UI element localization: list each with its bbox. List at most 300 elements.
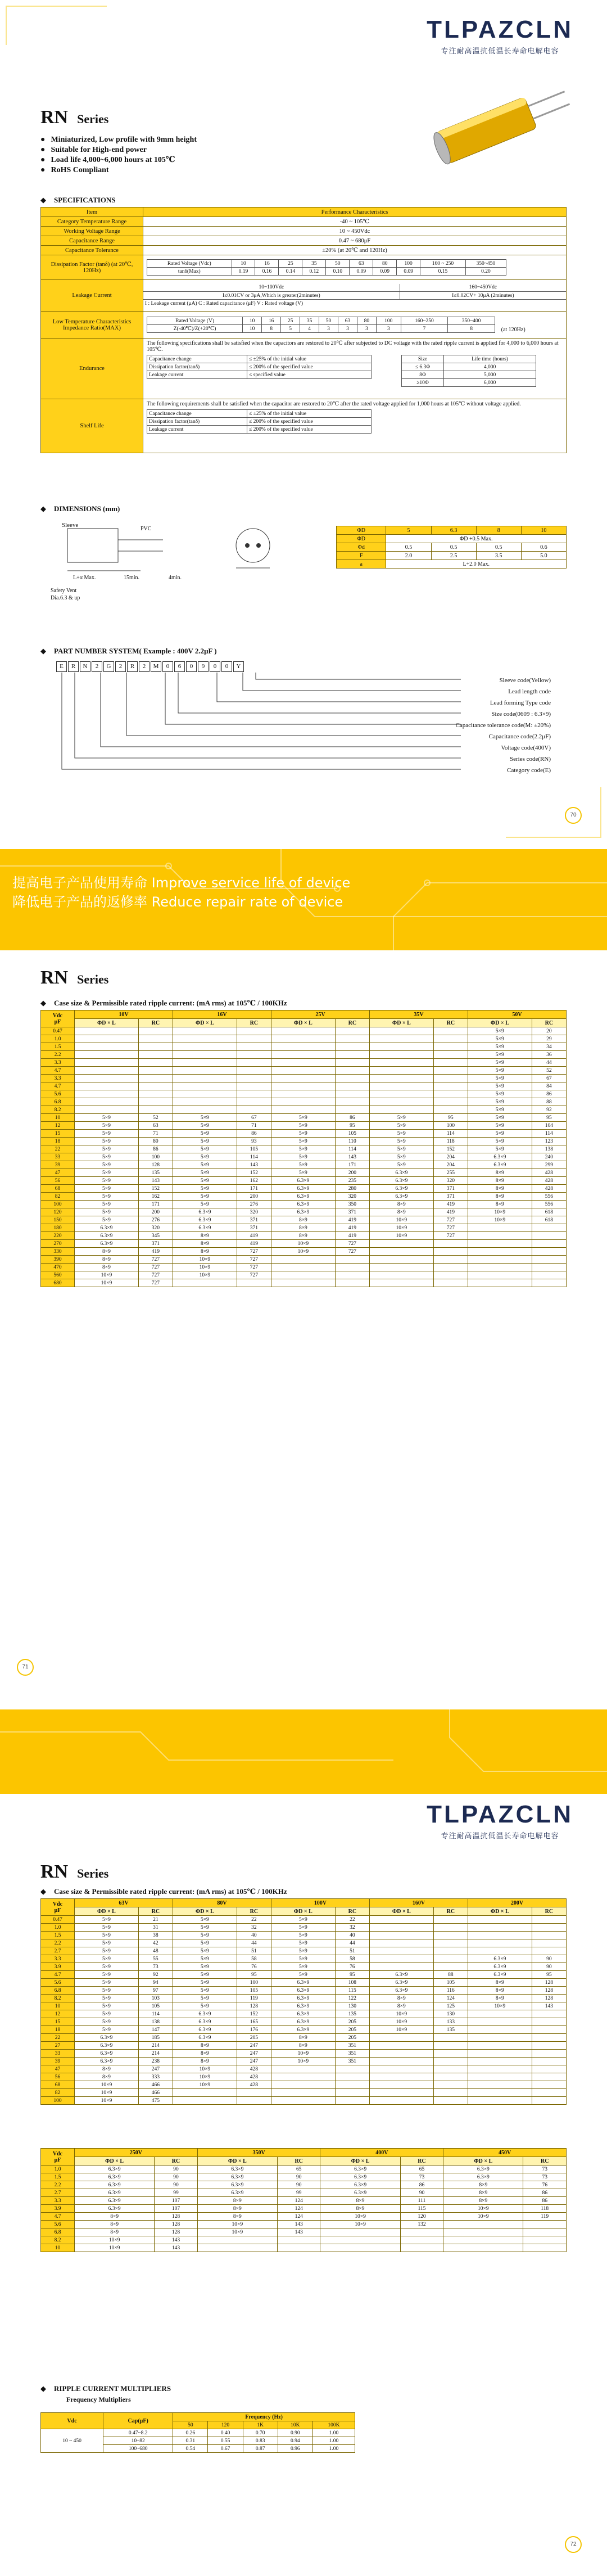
ripple-cell: 6.3×9 [75,1224,139,1232]
ripple-cell [433,1963,468,1971]
ripple-cell: 419 [237,1240,271,1248]
ripple-cell: 8×9 [271,1232,335,1240]
lt-cell: 3 [376,325,401,333]
ripple-cell [532,2058,566,2065]
banner-circuit-pattern [0,1709,607,1794]
cap-value: 220 [41,1232,75,1240]
ripple-cell: 238 [138,2058,173,2065]
ripple-cell: 235 [335,1177,369,1185]
cap-value: 18 [41,1138,75,1145]
ripple-cell: 8×9 [271,1224,335,1232]
mult-cell: 0.55 [208,2437,243,2445]
table-row [41,1232,567,1240]
ripple-cell: 5×9 [468,1075,532,1082]
ripple-cell: 114 [433,1130,468,1138]
series-title: RN Series [40,107,109,128]
ripple-cell: 22 [335,1916,369,1924]
cap-value: 10 [41,1114,75,1122]
mult-cell: 0.70 [243,2429,278,2437]
ripple-cell: 94 [138,1979,173,1987]
lt-cell: 50 [319,317,338,325]
ripple-cell: 5×9 [369,1130,433,1138]
ripple-cell [468,1240,532,1248]
ripple-cell [433,1098,468,1106]
ripple-cell: 6.3×9 [271,1177,335,1185]
ripple-cell [433,1279,468,1287]
ripple-cell: 5×9 [75,1971,139,1979]
ripple-cell: 428 [532,1185,566,1193]
ripple-cell [369,2073,433,2081]
ripple-cell [532,2081,566,2089]
ripple-cell: 5×9 [173,1177,237,1185]
ripple-cell [237,1279,271,1287]
ripple-cell: 10×9 [197,2228,277,2236]
ripple-cell: 204 [433,1153,468,1161]
ripple-cell: 84 [532,1082,566,1090]
endurance-text: The following specifications shall be satisfied when the capacitors are restored to 20℃ after subjected to DC voltage with the rated ripple current is applied for 4,000 to 6,000 hours at 105℃. [147,340,559,353]
ripple-cell [237,2089,271,2097]
ripple-cell: 5×9 [468,1067,532,1075]
ripple-cell [433,1256,468,1264]
cap-value: 330 [41,1248,75,1256]
ripple-cell: 10×9 [369,2010,433,2018]
ripple-cell [369,2081,433,2089]
cap-value: 4.7 [41,1082,75,1090]
vdc-label: Vdc [52,1012,63,1019]
ripple-cell: 214 [138,2042,173,2050]
cap-value: 5.6 [41,1090,75,1098]
ripple-cell: 6.3×9 [271,1208,335,1216]
ripple-cell: 6.3×9 [75,2189,155,2197]
ripple-cell: 10×9 [75,2236,155,2244]
ripple-cell: 8×9 [443,2181,523,2189]
ripple-cell: 5×9 [75,1185,139,1193]
ripple-cell: 10×9 [443,2213,523,2221]
cap-value: 3.3 [41,1955,75,1963]
ripple-cell [75,1035,139,1043]
ripple-cell: 419 [335,1216,369,1224]
ripple-cell: 10×9 [173,2081,237,2089]
pn-code-box: N [80,661,90,672]
cap-value: 33 [41,1153,75,1161]
ripple-cell: 727 [433,1224,468,1232]
ripple-cell: 143 [138,1177,173,1185]
ripple-cell: 6.3×9 [75,2042,139,2050]
ripple-cell: 5×9 [75,1932,139,1939]
ripple-cell [173,1090,237,1098]
lt-cell: 25 [281,317,300,325]
lt-note: (at 120Hz) [501,327,526,333]
ripple-cell: 5×9 [75,1955,139,1963]
life-size: ≥10Φ [401,379,444,387]
dim-label: Safety Vent [51,588,77,594]
page-number: 71 [17,1659,34,1676]
ripple-cell: 240 [532,1153,566,1161]
ripple-cell: 6.3×9 [173,2018,237,2026]
ripple-cell [369,1027,433,1035]
voltage-head: 35V [369,1010,468,1019]
mult-cell: 10~82 [103,2437,173,2445]
ripple-cell: 5×9 [468,1114,532,1122]
ripple-cell [369,1932,433,1939]
ripple-cell: 88 [433,1971,468,1979]
pn-code-box: 2 [115,661,126,672]
ripple-cell: 5×9 [75,1153,139,1161]
pn-callouts [456,675,551,776]
pn-callout: Category code(E) [507,767,551,774]
ripple-cell: 5×9 [271,1955,335,1963]
voltage-head: 350V [197,2149,320,2157]
ripple-cell: 122 [335,1995,369,2002]
shelf-item: Capacitance change [147,410,247,418]
ripple-cell [433,1027,468,1035]
ripple-cell: 5×9 [75,2026,139,2034]
ripple-cell: 65 [400,2166,443,2173]
ripple-cell [320,2244,400,2252]
ripple-cell: 466 [138,2089,173,2097]
ripple-cell [237,1106,271,1114]
df-cell: 50 [326,260,350,268]
ripple-cell [335,1043,369,1051]
ripple-cell [468,2018,532,2026]
pn-callout: Lead forming Type code [490,700,551,706]
ripple-cell [335,1271,369,1279]
cap-value: 390 [41,1256,75,1264]
ripple-cell [173,1043,237,1051]
ripple-cell: 36 [532,1051,566,1059]
dim-label: PVC [141,526,152,532]
ripple-cell [468,1916,532,1924]
cap-value: 1.0 [41,1035,75,1043]
spec-label: Shelf Life [41,399,143,453]
ripple-cell: 255 [433,1169,468,1177]
ripple-cell: 124 [277,2197,320,2205]
ripple-cell [197,2244,277,2252]
pn-code-box: 9 [198,661,209,672]
ripple-cell: 125 [433,2002,468,2010]
ripple-cell: 132 [400,2221,443,2228]
cap-value: 100 [41,1201,75,1208]
ripple-cell: 5×9 [173,1201,237,1208]
sub-head: RC [138,1019,173,1027]
ripple-cell [75,1106,139,1114]
ripple-cell: 428 [237,2073,271,2081]
ripple-cell: 8×9 [443,2197,523,2205]
table-row [41,2221,567,2228]
lt-cell: Z(-40℃)/Z(+20℃) [147,325,243,333]
ripple-cell: 6.3×9 [271,1201,335,1208]
ripple-cell: 6.3×9 [271,2026,335,2034]
ripple-cell: 52 [138,1114,173,1122]
ripple-cell: 118 [523,2205,567,2213]
ripple-cell [138,1059,173,1067]
ripple-cell: 138 [532,1145,566,1153]
ripple-cell: 124 [433,1995,468,2002]
ripple-cell: 5×9 [75,1193,139,1201]
ripple-cell: 21 [138,1916,173,1924]
ripple-cell [369,2065,433,2073]
ripple-cell: 116 [433,1987,468,1995]
ripple-cell [271,1067,335,1075]
ripple-cell [468,1248,532,1256]
ripple-cell: 76 [335,1963,369,1971]
ripple-cell: 6.3×9 [75,1232,139,1240]
life-hours: 6,000 [444,379,536,387]
cap-value: 8.2 [41,2236,75,2244]
ripple-cell: 90 [155,2181,198,2189]
feature-list [40,135,197,175]
section-dimensions: ◆ DIMENSIONS (mm) [40,504,120,513]
ripple-cell: 5×9 [75,1169,139,1177]
page-71 [0,950,607,1709]
ripple-cell [173,1075,237,1082]
ripple-cell: 5×9 [173,1939,237,1947]
ripple-cell: 10×9 [369,1232,433,1240]
ripple-cell: 5×9 [468,1106,532,1114]
mult-vdc: 10 ~ 450 [41,2429,103,2453]
ripple-cell [523,2244,567,2252]
table-row [41,2089,567,2097]
mult-cell: 0.83 [243,2437,278,2445]
sub-head: RC [433,1019,468,1027]
mult-cell: 0.54 [173,2445,208,2453]
ripple-cell [369,1264,433,1271]
cap-value: 10 [41,2002,75,2010]
ripple-cell [400,2236,443,2244]
ripple-cell: 143 [277,2221,320,2228]
page-70 [0,0,607,849]
cap-value: 33 [41,2050,75,2058]
ripple-cell: 22 [237,1916,271,1924]
ripple-cell: 42 [138,1939,173,1947]
ripple-cell: 114 [532,1130,566,1138]
ripple-cell: 5×9 [173,1987,237,1995]
ripple-cell [523,2228,567,2236]
ripple-cell: 32 [237,1924,271,1932]
ripple-cell: 299 [532,1161,566,1169]
df-cell: Rated Voltage (Vdc) [147,260,232,268]
sub-head: ΦD × L [197,2157,277,2166]
ripple-cell: 6.3×9 [271,1995,335,2002]
ripple-cell: 247 [237,2042,271,2050]
ripple-cell [532,1924,566,1932]
ripple-cell: 8×9 [173,1248,237,1256]
table-row [41,1224,567,1232]
ripple-cell [335,1035,369,1043]
brand-name: TLPAZCLN [427,1801,573,1828]
voltage-head: 25V [271,1010,369,1019]
cap-value: 15 [41,2018,75,2026]
pn-leader-line [256,673,461,679]
pn-leader-line [165,673,461,724]
lt-cell: Rated Voltage (V) [147,317,243,325]
mult-freq: 10K [278,2421,312,2429]
ripple-cell: 6.3×9 [369,1169,433,1177]
table-row [41,1138,567,1145]
df-cell: 350~450 [465,260,506,268]
ripple-cell: 333 [138,2073,173,2081]
feature-item: ● Miniaturized, Low profile with 9mm height [40,135,197,145]
df-cell: 0.09 [397,268,420,276]
ripple-cell: 135 [138,1169,173,1177]
ripple-cell [468,1264,532,1271]
sub-head: RC [237,1019,271,1027]
ripple-cell [400,2244,443,2252]
lc-formula: I≤0.01CV or 3μA,Which is greater(2minutes) [143,292,400,300]
sub-head: ΦD × L [75,1907,139,1916]
end-value: ≤ specified value [247,371,372,379]
ripple-cell [468,2026,532,2034]
ripple-cell [369,1098,433,1106]
cap-value: 1.5 [41,1932,75,1939]
ripple-cell [532,1916,566,1924]
mult-cell: 0.26 [173,2429,208,2437]
ripple-cell: 8×9 [369,2002,433,2010]
ripple-cell: 428 [237,2065,271,2073]
ripple-cell: 727 [237,1271,271,1279]
dim-cell: 0.5 [476,543,521,552]
table-row [41,2058,567,2065]
ripple-cell: 5×9 [75,1924,139,1932]
ripple-cell [433,1916,468,1924]
table-row [41,1932,567,1939]
ripple-cell: 5×9 [271,1916,335,1924]
pn-code-box: 2 [92,661,102,672]
ripple-cell [369,1067,433,1075]
table-row [41,1264,567,1271]
ripple-cell [335,1082,369,1090]
ripple-cell: 90 [277,2181,320,2189]
cap-value: 68 [41,2081,75,2089]
df-cell: 25 [279,260,302,268]
ripple-cell [532,1256,566,1264]
life-hours: 4,000 [444,363,536,371]
ripple-cell: 90 [155,2173,198,2181]
ripple-cell: 8×9 [75,2221,155,2228]
ripple-cell: 86 [523,2189,567,2197]
cap-value: 10 [41,2244,75,2252]
ripple-cell: 428 [237,2081,271,2089]
ripple-cell [468,2010,532,2018]
table-row [41,1145,567,1153]
ripple-cell [369,1248,433,1256]
ripple-cell: 371 [433,1185,468,1193]
ripple-cell: 99 [155,2189,198,2197]
table-row [41,1201,567,1208]
end-item: Capacitance change [147,355,247,363]
pn-code-box: 2 [139,661,150,672]
ripple-cell: 6.3×9 [75,2050,139,2058]
table-row [41,1177,567,1185]
ripple-cell: 10×9 [271,1248,335,1256]
ripple-cell [433,2097,468,2105]
ripple-cell [369,1924,433,1932]
cap-value: 2.7 [41,2189,75,2197]
ripple-cell: 135 [433,2026,468,2034]
ripple-cell: 556 [532,1193,566,1201]
ripple-cell: 6.3×9 [369,1979,433,1987]
cap-value: 47 [41,2065,75,2073]
ripple-cell [443,2236,523,2244]
ripple-cell: 10×9 [173,1256,237,1264]
df-cell: 0.20 [465,268,506,276]
ripple-cell [433,1947,468,1955]
ripple-cell: 128 [138,1161,173,1169]
dim-cell: 0.6 [521,543,566,552]
ripple-cell [433,1075,468,1082]
ripple-cell: 135 [335,2010,369,2018]
ripple-cell: 247 [138,2065,173,2073]
df-cell: 0.16 [255,268,279,276]
table-row [41,1979,567,1987]
pn-callout: Voltage code(400V) [501,745,551,751]
table-row [41,1963,567,1971]
lc-cell [143,280,567,312]
ripple-cell: 5×9 [271,1114,335,1122]
ripple-cell: 119 [523,2213,567,2221]
endurance-table [147,355,372,379]
ripple-cell [532,2065,566,2073]
ripple-cell: 107 [155,2197,198,2205]
life-size: 8Φ [401,371,444,379]
mult-cell: 1.00 [312,2437,355,2445]
ripple-cell: 5×9 [468,1035,532,1043]
mult-cell: 0.47~8.2 [103,2429,173,2437]
spec-value: -40 ~ 105℃ [143,217,567,227]
ripple-cell: 138 [138,2018,173,2026]
cap-value: 270 [41,1240,75,1248]
ripple-cell: 97 [138,1987,173,1995]
ripple-cell [369,1106,433,1114]
ripple-cell: 8×9 [369,1995,433,2002]
ripple-cell [532,1932,566,1939]
ripple-cell: 5×9 [468,1098,532,1106]
ripple-cell: 6.3×9 [271,1193,335,1201]
ripple-cell: 143 [237,1161,271,1169]
mult-freq: 50 [173,2421,208,2429]
ripple-cell: 371 [237,1224,271,1232]
vdc-label: Vdc [52,2150,63,2157]
table-row [41,1090,567,1098]
ripple-cell: 128 [155,2213,198,2221]
ripple-cell: 103 [138,1995,173,2002]
ripple-cell [433,2042,468,2050]
dim-head: 6.3 [431,526,476,535]
ripple-cell: 10×9 [443,2205,523,2213]
ripple-cell [523,2221,567,2228]
ripple-cell: 162 [237,1177,271,1185]
ripple-cell: 5×9 [75,1987,139,1995]
table-row [41,1059,567,1067]
ripple-cell: 5×9 [75,1963,139,1971]
col-head: Item [41,207,143,217]
spec-value: ±20% (at 20℃ and 120Hz) [143,246,567,255]
ripple-cell [468,2065,532,2073]
ripple-cell: 51 [335,1947,369,1955]
ripple-cell: 371 [335,1208,369,1216]
cap-value: 4.7 [41,2213,75,2221]
table-row [41,2050,567,2058]
ripple-cell: 5×9 [468,1130,532,1138]
spec-label: Capacitance Tolerance [41,246,143,255]
ripple-cell: 205 [335,2018,369,2026]
ripple-cell: 6.3×9 [369,1971,433,1979]
ripple-cell [237,1090,271,1098]
ripple-cell [335,1059,369,1067]
ripple-cell [369,1939,433,1947]
ripple-cell: 8×9 [468,1201,532,1208]
ripple-cell: 5×9 [75,1947,139,1955]
